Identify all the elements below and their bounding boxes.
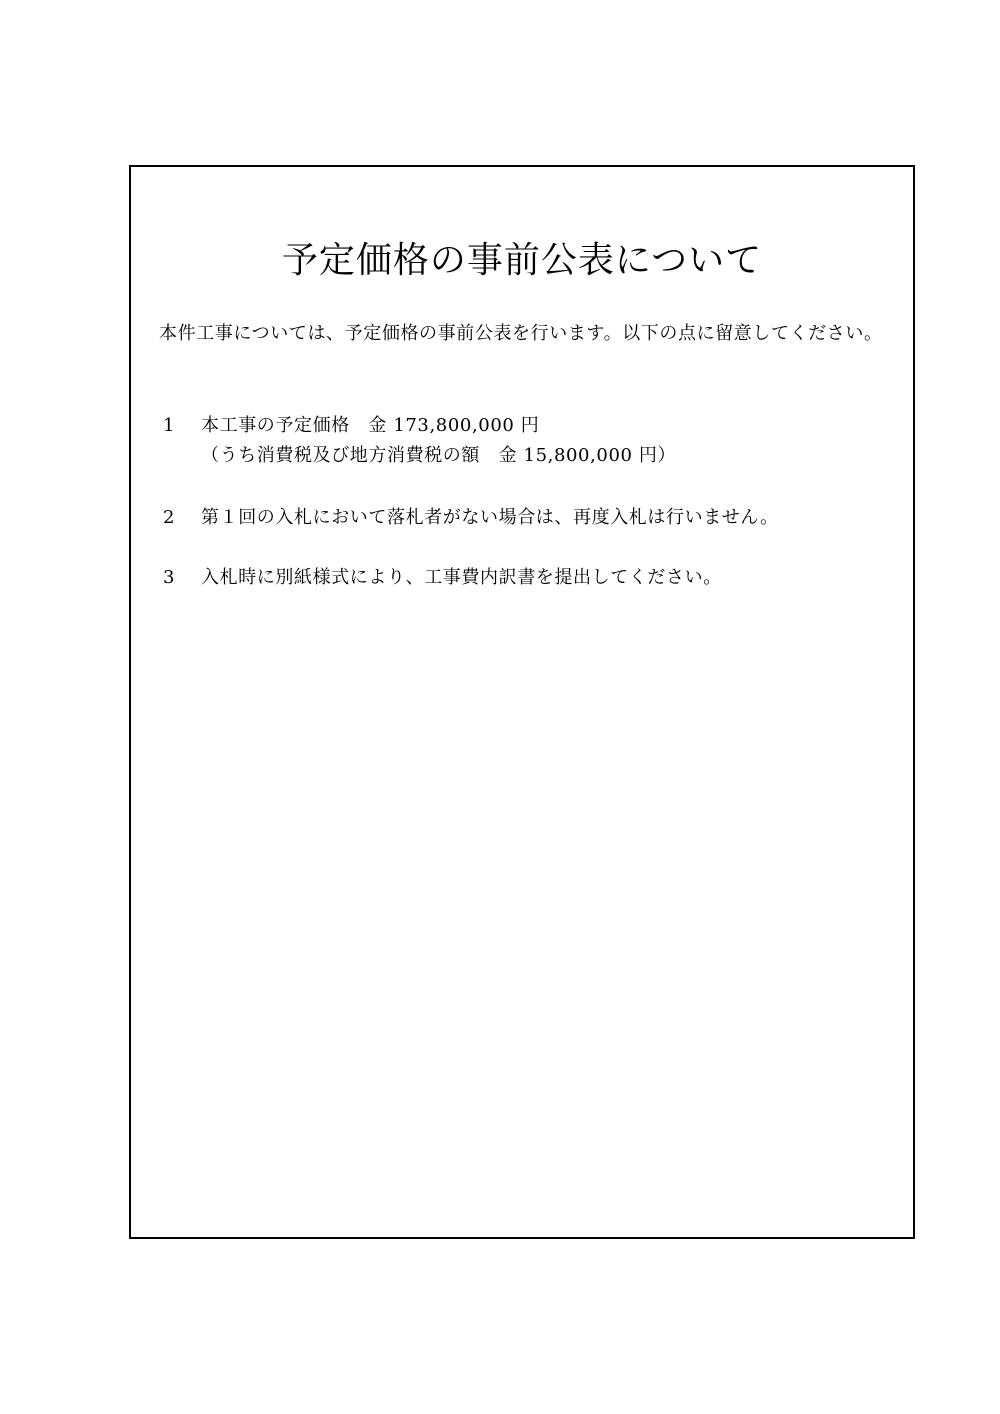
item-number: 3	[163, 567, 176, 588]
item-number: 1	[163, 415, 176, 436]
item-text: 入札時に別紙様式により、工事費内訳書を提出してください。	[201, 567, 722, 588]
item-text: 本工事の予定価格 金 173,800,000 円	[201, 415, 540, 436]
document-title: 予定価格の事前公表について	[281, 240, 763, 281]
intro-paragraph: 本件工事については、予定価格の事前公表を行います。以下の点に留意してください。	[159, 323, 883, 344]
item-subtext: （うち消費税及び地方消費税の額 金 15,800,000 円）	[201, 445, 677, 466]
item-number: 2	[163, 507, 176, 528]
item-text: 第１回の入札において落札者がない場合は、再度入札は行いません。	[201, 507, 779, 528]
document-frame	[129, 165, 915, 1239]
